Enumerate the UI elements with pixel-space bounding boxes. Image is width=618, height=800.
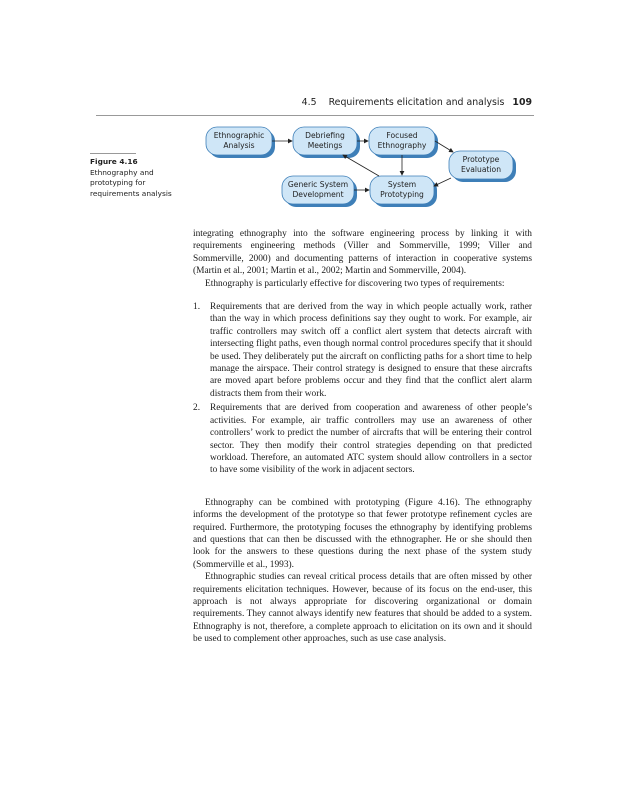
ethnography-prototyping-diagram — [196, 120, 526, 212]
paragraph: Ethnography is particularly effective for discovering two types of requirements: — [205, 278, 505, 289]
list-number: 2. — [193, 403, 201, 414]
requirements-list — [193, 301, 532, 477]
node-label: Debriefing — [305, 131, 345, 140]
node-label: Prototyping — [380, 190, 424, 199]
list-text: Requirements that are derived from the way in which people actually work, rather than the way in which process definitions say they ought to work. For example, air traffic controllers may switch off a conflict alert system that detects aircraft with intersecting flight paths, even though normal control procedures specify that it should be used. They deliberately put the aircraft on conflicting paths for a short time to help manage the airspace. Their control strategy is designed to ensure that these aircrafts are moved apart before problems occur and they find that the conflict alert alarm distracts them from their work. — [210, 302, 532, 399]
list-text: Requirements that are derived from cooperation and awareness of other people’s activities. For example, air traffic controllers may use an awareness of other controllers’ work to predict the number of aircrafts that will be entering their control sector. They then modify their control strategies depending on that predicted workload. Therefore, an automated ATC system should allow controllers in a sector to have some visibility of the work in adjacent sectors. — [210, 403, 532, 476]
node-generic-system-development — [282, 176, 357, 207]
node-label: Ethnographic — [213, 131, 265, 140]
arrow-prototyping-to-debriefing — [343, 155, 379, 176]
figure-number: Figure 4.16 — [90, 157, 138, 166]
node-focused-ethnography — [369, 127, 438, 158]
list-item — [193, 301, 532, 400]
caption-rule — [90, 153, 136, 154]
node-label: Evaluation — [460, 165, 502, 174]
node-label: Analysis — [223, 141, 255, 150]
list-number: 1. — [193, 302, 201, 313]
list-item — [193, 402, 532, 476]
figure-caption-text: Ethnography and prototyping for requirements analysis — [90, 167, 172, 198]
page-number: 109 — [512, 96, 532, 108]
node-label: Prototype — [462, 155, 500, 164]
arrow-evaluation-to-prototyping — [434, 178, 451, 186]
paragraph: Ethnography can be combined with prototyping (Figure 4.16). The ethnography informs the development of the prototype so that fewer prototype refinement cycles are required. Furthermore, the prototyping focuses the ethnography by identifying problems and questions that can then be discussed with the ethnographer. He or she should then look for the answers to these questions during the next phase of the system study (Sommerville et al., 1993). — [193, 497, 532, 570]
node-debriefing-meetings — [293, 127, 360, 158]
node-prototype-evaluation — [449, 151, 516, 182]
node-label: Development — [292, 190, 344, 199]
node-label: Generic System — [287, 180, 349, 189]
section-number: 4.5 — [301, 96, 317, 108]
node-label: Focused — [386, 131, 418, 140]
figure-caption — [90, 157, 185, 199]
paragraph: Ethnographic studies can reveal critical process details that are often missed by other requirements elicitation techniques. However, because of its focus on the end-user, this approach is not always appropriate for discovering organizational or domain requirements. They cannot always identify new features that should be added to a system. Ethnography is not, therefore, a complete approach to elicitation on its own and it should be used to complement other approaches, such as use case analysis. — [193, 572, 532, 645]
spacer — [193, 487, 532, 497]
node-label: System — [387, 180, 417, 189]
node-system-prototyping — [370, 176, 437, 207]
node-label: Ethnography — [377, 141, 427, 150]
running-header — [301, 95, 532, 109]
node-ethnographic-analysis — [206, 127, 275, 158]
node-label: Meetings — [307, 141, 343, 150]
body-text — [193, 228, 532, 646]
paragraph: integrating ethnography into the software engineering process by linking it with requirements engineering methods (Viller and Sommerville, 1999; Viller and Sommerville, 2000) and documenting patterns of interaction in cooperative systems (Martin et al., 2001; Martin et al., 2002; Martin and Sommerville, 2004). — [193, 229, 532, 277]
section-title: Requirements elicitation and analysis — [328, 96, 505, 108]
header-rule — [96, 115, 534, 116]
